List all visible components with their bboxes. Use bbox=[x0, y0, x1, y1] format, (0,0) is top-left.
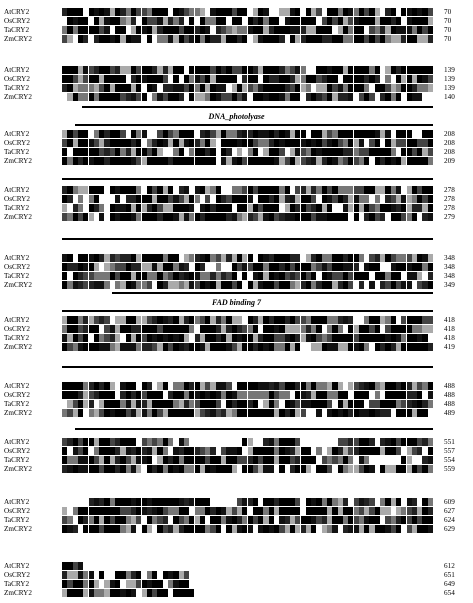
residue-cell bbox=[428, 281, 433, 289]
residue-track bbox=[62, 498, 433, 506]
residue-cell bbox=[428, 263, 433, 271]
domain-bar bbox=[62, 310, 433, 312]
residue-position: 654 bbox=[444, 589, 455, 597]
residue-cell bbox=[428, 148, 433, 156]
residue-cell bbox=[184, 571, 189, 579]
species-name: TaCRY2 bbox=[4, 204, 30, 212]
residue-position: 140 bbox=[444, 93, 455, 101]
residue-cell bbox=[428, 75, 433, 83]
species-name: TaCRY2 bbox=[4, 580, 30, 588]
residue-track bbox=[62, 571, 433, 579]
residue-cell bbox=[428, 66, 433, 74]
residue-track bbox=[62, 186, 433, 194]
residue-cell bbox=[205, 498, 210, 506]
residue-position: 70 bbox=[444, 17, 452, 25]
species-name: AtCRY2 bbox=[4, 8, 30, 16]
residue-position: 649 bbox=[444, 580, 455, 588]
residue-track bbox=[62, 507, 433, 515]
sequence-row bbox=[0, 195, 473, 203]
domain-bar bbox=[62, 366, 433, 368]
residue-cell bbox=[428, 343, 433, 351]
residue-cell bbox=[428, 26, 433, 34]
domain-bar bbox=[62, 238, 433, 240]
sequence-row bbox=[0, 400, 473, 408]
residue-track bbox=[62, 516, 433, 524]
species-name: TaCRY2 bbox=[4, 400, 30, 408]
domain-label-dna-photolyase: DNA_photolyase bbox=[208, 112, 265, 121]
residue-position: 554 bbox=[444, 456, 455, 464]
residue-cell bbox=[216, 438, 221, 446]
residue-cell bbox=[428, 316, 433, 324]
residue-track bbox=[62, 325, 433, 333]
species-name: AtCRY2 bbox=[4, 254, 30, 262]
residue-position: 624 bbox=[444, 516, 455, 524]
sequence-row bbox=[0, 516, 473, 524]
residue-cell bbox=[428, 272, 433, 280]
residue-track bbox=[62, 281, 433, 289]
sequence-row bbox=[0, 456, 473, 464]
residue-position: 489 bbox=[444, 409, 455, 417]
species-name: ZmCRY2 bbox=[4, 465, 32, 473]
residue-track bbox=[62, 382, 433, 390]
species-name: ZmCRY2 bbox=[4, 409, 32, 417]
residue-cell bbox=[428, 157, 433, 165]
sequence-row bbox=[0, 17, 473, 25]
sequence-row bbox=[0, 66, 473, 74]
residue-track bbox=[62, 391, 433, 399]
residue-position: 488 bbox=[444, 400, 455, 408]
sequence-row bbox=[0, 26, 473, 34]
residue-track bbox=[62, 400, 433, 408]
residue-cell bbox=[428, 409, 433, 417]
species-name: AtCRY2 bbox=[4, 498, 30, 506]
sequence-row bbox=[0, 316, 473, 324]
residue-position: 348 bbox=[444, 263, 455, 271]
residue-cell bbox=[428, 93, 433, 101]
residue-position: 278 bbox=[444, 195, 455, 203]
sequence-row bbox=[0, 148, 473, 156]
domain-bar bbox=[75, 124, 433, 126]
species-name: AtCRY2 bbox=[4, 186, 30, 194]
species-name: TaCRY2 bbox=[4, 84, 30, 92]
residue-track bbox=[62, 334, 433, 342]
species-name: AtCRY2 bbox=[4, 382, 30, 390]
residue-cell bbox=[428, 382, 433, 390]
residue-position: 278 bbox=[444, 186, 455, 194]
species-name: TaCRY2 bbox=[4, 26, 30, 34]
residue-position: 609 bbox=[444, 498, 455, 506]
residue-position: 559 bbox=[444, 465, 455, 473]
residue-cell bbox=[428, 17, 433, 25]
residue-track bbox=[62, 195, 433, 203]
residue-position: 70 bbox=[444, 8, 452, 16]
residue-position: 551 bbox=[444, 438, 455, 446]
residue-track bbox=[62, 465, 433, 473]
species-name: TaCRY2 bbox=[4, 272, 30, 280]
residue-cell bbox=[189, 589, 194, 597]
residue-track bbox=[62, 93, 433, 101]
residue-track bbox=[62, 447, 433, 455]
species-name: AtCRY2 bbox=[4, 438, 30, 446]
sequence-row bbox=[0, 325, 473, 333]
residue-track bbox=[62, 272, 433, 280]
residue-track bbox=[62, 17, 433, 25]
residue-track bbox=[62, 343, 433, 351]
residue-cell bbox=[428, 186, 433, 194]
residue-cell bbox=[428, 525, 433, 533]
species-name: OsCRY2 bbox=[4, 75, 30, 83]
residue-track bbox=[62, 157, 433, 165]
residue-position: 348 bbox=[444, 254, 455, 262]
residue-cell bbox=[428, 204, 433, 212]
domain-bar bbox=[75, 428, 433, 430]
residue-position: 418 bbox=[444, 325, 455, 333]
residue-cell bbox=[428, 498, 433, 506]
residue-position: 418 bbox=[444, 334, 455, 342]
residue-position: 348 bbox=[444, 272, 455, 280]
residue-cell bbox=[428, 195, 433, 203]
species-name: TaCRY2 bbox=[4, 456, 30, 464]
domain-bar bbox=[82, 106, 433, 108]
sequence-row bbox=[0, 409, 473, 417]
domain-bar bbox=[62, 178, 433, 180]
residue-track bbox=[62, 148, 433, 156]
residue-position: 349 bbox=[444, 281, 455, 289]
sequence-row bbox=[0, 186, 473, 194]
residue-cell bbox=[428, 334, 433, 342]
residue-track bbox=[62, 263, 433, 271]
residue-position: 208 bbox=[444, 148, 455, 156]
residue-cell bbox=[428, 35, 433, 43]
species-name: OsCRY2 bbox=[4, 17, 30, 25]
residue-track bbox=[62, 35, 433, 43]
sequence-row bbox=[0, 204, 473, 212]
residue-cell bbox=[189, 580, 194, 588]
residue-position: 629 bbox=[444, 525, 455, 533]
species-name: ZmCRY2 bbox=[4, 157, 32, 165]
sequence-row bbox=[0, 263, 473, 271]
sequence-row bbox=[0, 93, 473, 101]
sequence-row bbox=[0, 139, 473, 147]
residue-cell bbox=[428, 465, 433, 473]
sequence-row bbox=[0, 382, 473, 390]
residue-track bbox=[62, 204, 433, 212]
species-name: ZmCRY2 bbox=[4, 281, 32, 289]
sequence-row bbox=[0, 525, 473, 533]
species-name: TaCRY2 bbox=[4, 516, 30, 524]
residue-cell bbox=[428, 400, 433, 408]
sequence-row bbox=[0, 84, 473, 92]
species-name: AtCRY2 bbox=[4, 562, 30, 570]
sequence-row bbox=[0, 391, 473, 399]
residue-position: 627 bbox=[444, 507, 455, 515]
residue-position: 651 bbox=[444, 571, 455, 579]
species-name: ZmCRY2 bbox=[4, 35, 32, 43]
residue-track bbox=[62, 75, 433, 83]
residue-cell bbox=[428, 254, 433, 262]
residue-track bbox=[62, 438, 433, 446]
sequence-row bbox=[0, 343, 473, 351]
species-name: TaCRY2 bbox=[4, 148, 30, 156]
residue-cell bbox=[428, 8, 433, 16]
residue-position: 208 bbox=[444, 139, 455, 147]
sequence-row bbox=[0, 130, 473, 138]
residue-cell bbox=[428, 213, 433, 221]
sequence-row bbox=[0, 447, 473, 455]
species-name: ZmCRY2 bbox=[4, 525, 32, 533]
residue-cell bbox=[428, 447, 433, 455]
residue-track bbox=[62, 562, 433, 570]
sequence-row bbox=[0, 254, 473, 262]
sequence-row bbox=[0, 334, 473, 342]
species-name: AtCRY2 bbox=[4, 130, 30, 138]
residue-track bbox=[62, 26, 433, 34]
sequence-row bbox=[0, 562, 473, 570]
species-name: OsCRY2 bbox=[4, 263, 30, 271]
residue-track bbox=[62, 139, 433, 147]
species-name: AtCRY2 bbox=[4, 66, 30, 74]
species-name: OsCRY2 bbox=[4, 391, 30, 399]
species-name: OsCRY2 bbox=[4, 139, 30, 147]
species-name: ZmCRY2 bbox=[4, 589, 32, 597]
sequence-row bbox=[0, 157, 473, 165]
species-name: OsCRY2 bbox=[4, 571, 30, 579]
species-name: ZmCRY2 bbox=[4, 213, 32, 221]
residue-track bbox=[62, 66, 433, 74]
species-name: OsCRY2 bbox=[4, 447, 30, 455]
sequence-row bbox=[0, 213, 473, 221]
sequence-row bbox=[0, 465, 473, 473]
residue-cell bbox=[428, 130, 433, 138]
sequence-row bbox=[0, 272, 473, 280]
residue-position: 418 bbox=[444, 316, 455, 324]
domain-label-fad-binding: FAD binding 7 bbox=[211, 298, 262, 307]
residue-cell bbox=[428, 507, 433, 515]
residue-position: 70 bbox=[444, 26, 452, 34]
residue-position: 208 bbox=[444, 130, 455, 138]
species-name: TaCRY2 bbox=[4, 334, 30, 342]
residue-cell bbox=[428, 139, 433, 147]
residue-track bbox=[62, 8, 433, 16]
residue-position: 139 bbox=[444, 75, 455, 83]
species-name: ZmCRY2 bbox=[4, 343, 32, 351]
sequence-row bbox=[0, 571, 473, 579]
residue-track bbox=[62, 525, 433, 533]
residue-position: 419 bbox=[444, 343, 455, 351]
residue-cell bbox=[295, 438, 300, 446]
residue-track bbox=[62, 254, 433, 262]
residue-cell bbox=[428, 438, 433, 446]
residue-position: 139 bbox=[444, 66, 455, 74]
sequence-row bbox=[0, 281, 473, 289]
residue-position: 70 bbox=[444, 35, 452, 43]
species-name: ZmCRY2 bbox=[4, 93, 32, 101]
residue-track bbox=[62, 589, 433, 597]
residue-track bbox=[62, 130, 433, 138]
sequence-row bbox=[0, 438, 473, 446]
residue-cell bbox=[428, 516, 433, 524]
sequence-row bbox=[0, 498, 473, 506]
species-name: OsCRY2 bbox=[4, 325, 30, 333]
residue-track bbox=[62, 84, 433, 92]
residue-position: 209 bbox=[444, 157, 455, 165]
residue-cell bbox=[428, 325, 433, 333]
residue-cell bbox=[78, 562, 83, 570]
residue-position: 488 bbox=[444, 391, 455, 399]
domain-bar bbox=[112, 292, 433, 294]
species-name: AtCRY2 bbox=[4, 316, 30, 324]
residue-position: 557 bbox=[444, 447, 455, 455]
sequence-row bbox=[0, 589, 473, 597]
residue-track bbox=[62, 456, 433, 464]
sequence-row bbox=[0, 35, 473, 43]
residue-cell bbox=[428, 391, 433, 399]
residue-cell bbox=[428, 456, 433, 464]
residue-track bbox=[62, 409, 433, 417]
residue-cell bbox=[428, 84, 433, 92]
sequence-row bbox=[0, 8, 473, 16]
residue-position: 612 bbox=[444, 562, 455, 570]
species-name: OsCRY2 bbox=[4, 195, 30, 203]
residue-position: 278 bbox=[444, 204, 455, 212]
residue-track bbox=[62, 580, 433, 588]
residue-position: 279 bbox=[444, 213, 455, 221]
residue-track bbox=[62, 316, 433, 324]
sequence-row bbox=[0, 580, 473, 588]
residue-position: 139 bbox=[444, 84, 455, 92]
residue-track bbox=[62, 213, 433, 221]
sequence-row bbox=[0, 507, 473, 515]
species-name: OsCRY2 bbox=[4, 507, 30, 515]
sequence-row bbox=[0, 75, 473, 83]
residue-position: 488 bbox=[444, 382, 455, 390]
